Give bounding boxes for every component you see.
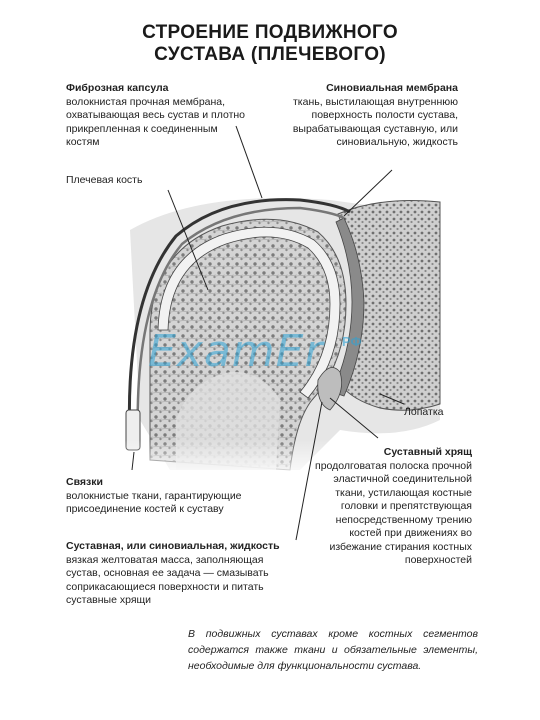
- label-line: непосредственному трению: [335, 513, 472, 526]
- label-line: вырабатывающая суставную, или: [292, 122, 458, 135]
- label-line: эластичной соединительной: [333, 473, 472, 485]
- label-heading: Лопатка: [404, 406, 444, 418]
- label-heading: Плечевая кость: [66, 174, 143, 186]
- label-line: сустав, основная ее задача — смазывать: [66, 567, 269, 579]
- label-line: присоединение костей к суставу: [66, 503, 224, 515]
- watermark-text: ExamEr: [148, 326, 324, 377]
- label-line: волокнистая прочная мембрана,: [66, 95, 226, 108]
- label-line: ткани, устилающая костные: [335, 486, 472, 499]
- label-line: поверхность полости сустава,: [311, 109, 458, 121]
- label-heading: Суставный хрящ: [383, 446, 472, 458]
- label-fibrous-capsule: [66, 82, 276, 150]
- label-line: вязкая желтоватая масса, заполняющая: [66, 553, 264, 566]
- label-line: продолговатая полоска прочной: [315, 459, 472, 472]
- label-line: охватывающая весь сустав и плотно: [66, 109, 246, 121]
- label-line: волокнистые ткани, гарантирующие: [66, 489, 242, 502]
- label-line: ткань, выстилающая внутреннюю: [292, 95, 458, 108]
- label-heading: Связки: [66, 476, 103, 488]
- label-line: костей при движениях во: [349, 527, 472, 539]
- page-title-line2: СУСТАВА (ПЛЕЧЕВОГО): [154, 44, 386, 65]
- label-heading: Фиброзная капсула: [66, 82, 169, 94]
- label-line: избежание стирания костных: [329, 540, 472, 553]
- label-line: костям: [66, 136, 100, 148]
- label-line: прикрепленная к соединенным: [66, 122, 218, 135]
- watermark-suffix: РФ: [342, 334, 362, 349]
- label-heading: Суставная, или синовиальная, жидкость: [66, 540, 280, 552]
- label-line: суставные хрящи: [66, 594, 152, 606]
- label-line: синовиальную, жидкость: [336, 136, 458, 148]
- footnote: В подвижных суставах кроме костных сегментов содержатся также ткани и обязательные элементы, необходимые для функциональности сустава.: [188, 628, 478, 672]
- label-heading: Синовиальная мембрана: [326, 82, 458, 94]
- label-scapula: [404, 406, 444, 420]
- label-line: соприкасающиеся поверхности и питать: [66, 580, 264, 593]
- label-line: поверхностей: [404, 554, 472, 566]
- label-humerus: [66, 174, 142, 188]
- label-synovial-fluid: [66, 540, 306, 608]
- label-line: головки и препятствующая: [340, 500, 472, 512]
- label-synovial-membrane: [270, 82, 458, 150]
- page-title-line1: СТРОЕНИЕ ПОДВИЖНОГО: [142, 22, 398, 43]
- label-articular-cartilage: [300, 446, 472, 568]
- label-ligaments: [66, 476, 296, 517]
